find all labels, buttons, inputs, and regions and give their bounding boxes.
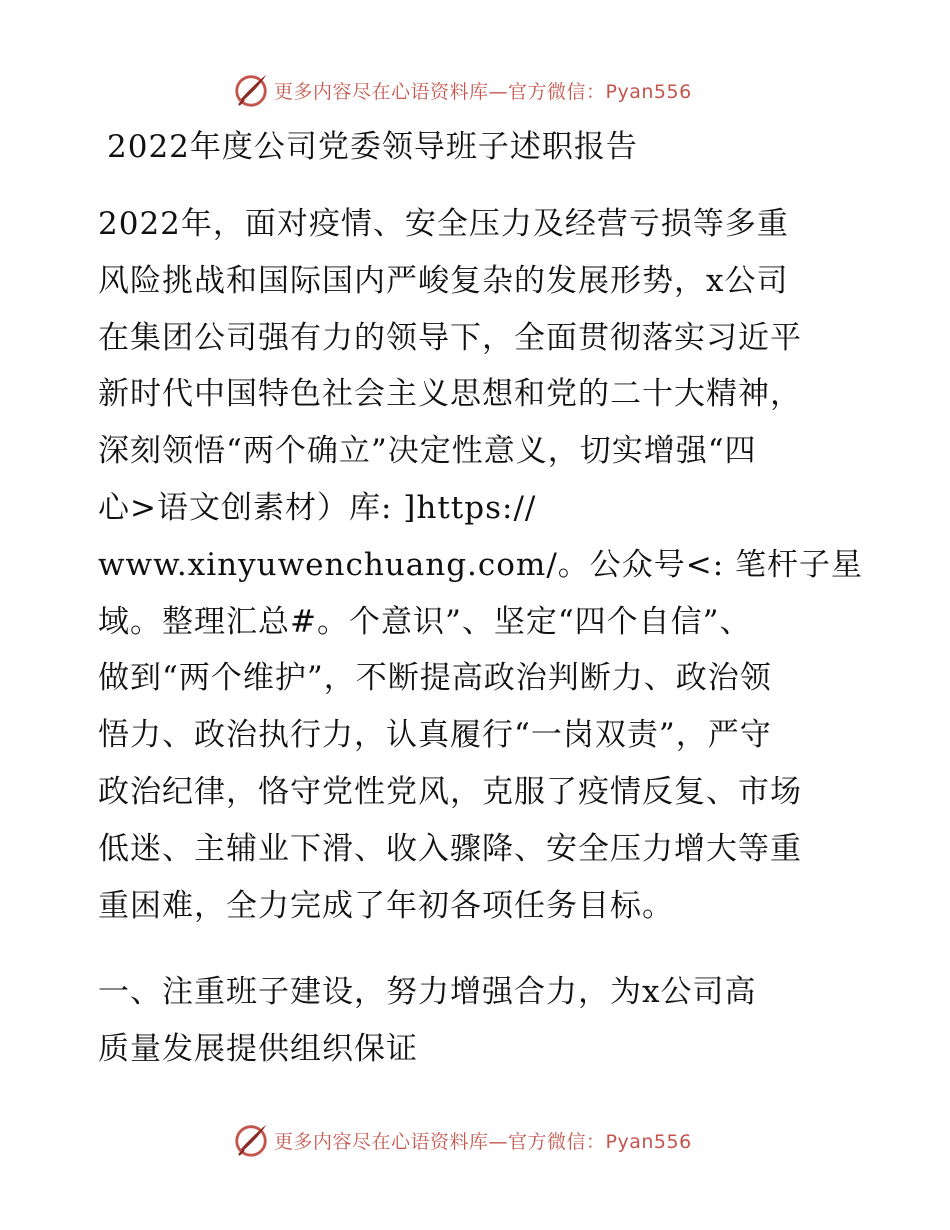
- watermark-bottom: [232, 1120, 692, 1160]
- paragraph-line: 域。整理汇总#。个意识”、坚定“四个自信”、: [98, 603, 752, 640]
- paragraph-line: 低迷、主辅业下滑、收入骤降、安全压力增大等重: [98, 830, 802, 867]
- paragraph-line: 在集团公司强有力的领导下，全面贯彻落实习近平: [98, 319, 802, 356]
- watermark-text: 更多内容尽在心语资料库—官方微信：Pyan556: [274, 80, 692, 103]
- paragraph-line: 政治纪律，恪守党性党风，克服了疫情反复、市场: [98, 773, 802, 810]
- body-paragraph: [98, 196, 864, 934]
- paragraph-line: 新时代中国特色社会主义思想和党的二十大精神，: [98, 376, 802, 413]
- paragraph-line: www.xinyuwenchuang.com/。公众号<: 笔杆子星: [98, 546, 864, 583]
- paragraph-line: 深刻领悟“两个确立”决定性意义，切实增强“四: [98, 433, 757, 470]
- paragraph-line: 风险挑战和国际国内严峻复杂的发展形势，x公司: [98, 262, 789, 299]
- quill-logo-icon: [232, 1121, 270, 1159]
- paragraph-line: 心>语文创素材）库: ]https://: [98, 489, 537, 526]
- paragraph-line: 做到“两个维护”，不断提高政治判断力、政治领: [98, 660, 772, 697]
- document-title: 2022年度公司党委领导班子述职报告: [107, 129, 638, 165]
- paragraph-line: 重困难，全力完成了年初各项任务目标。: [98, 887, 674, 924]
- heading-line: 一、注重班子建设，努力增强合力，为x公司高: [98, 974, 757, 1010]
- quill-logo-icon: [232, 71, 270, 109]
- section-heading: [98, 964, 858, 1078]
- paragraph-line: 悟力、政治执行力，认真履行“一岗双责”，严守: [98, 717, 772, 754]
- watermark-text: 更多内容尽在心语资料库—官方微信：Pyan556: [274, 1130, 692, 1153]
- heading-line: 质量发展提供组织保证: [98, 1030, 418, 1067]
- watermark-top: [232, 70, 692, 110]
- paragraph-line: 2022年，面对疫情、安全压力及经营亏损等多重: [98, 206, 789, 242]
